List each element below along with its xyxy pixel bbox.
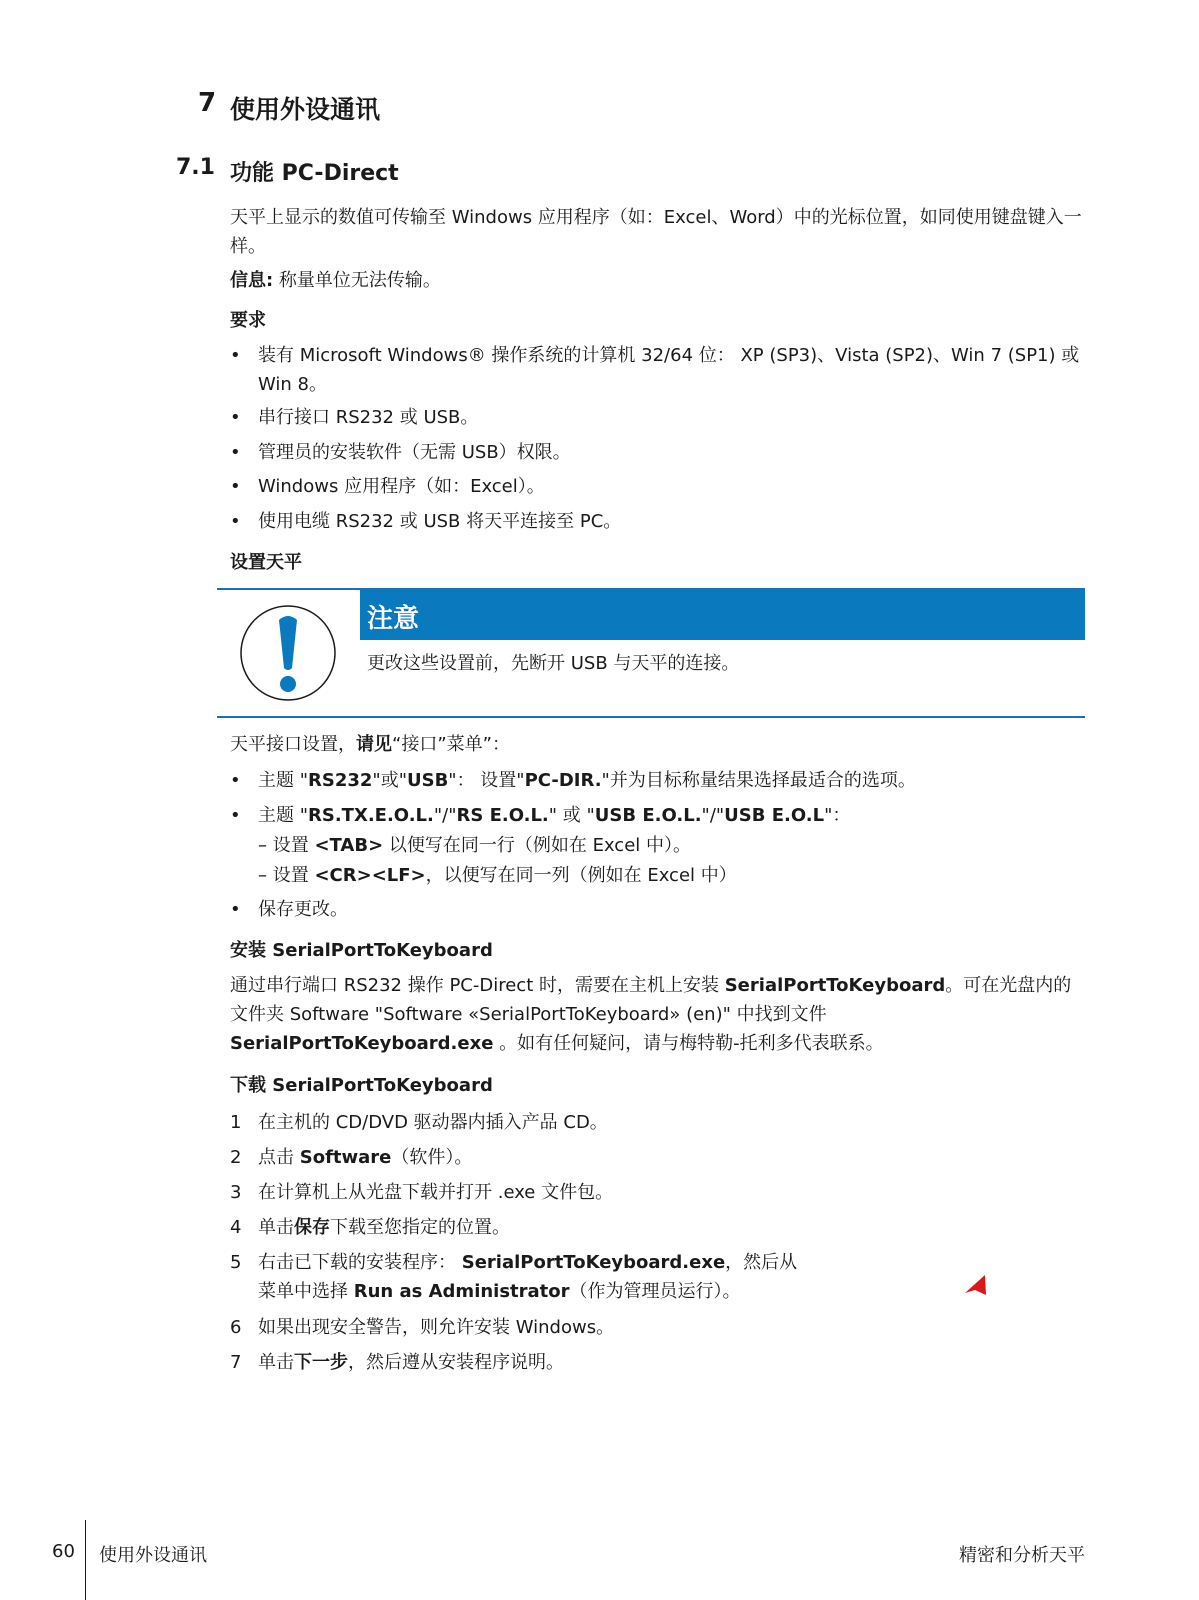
step-text: 在计算机上从光盘下载并打开 .exe 文件包。: [258, 1182, 614, 1203]
chapter-number: 7: [198, 88, 217, 118]
section-title: 功能 PC-Direct: [230, 161, 399, 186]
footer-product: 精密和分析天平: [959, 1545, 1085, 1566]
step-text: 如果出现安全警告，则允许安装 Windows。: [258, 1317, 615, 1338]
info-text: 称量单位无法传输。: [273, 270, 441, 291]
notice-title-bar: [360, 590, 1085, 640]
sub-item-text: – 设置 <TAB> 以便写在同一行（例如在 Excel 中）。: [258, 835, 692, 856]
list-item-text: 使用电缆 RS232 或 USB 将天平连接至 PC。: [258, 511, 622, 532]
requirements-heading: 要求: [230, 310, 266, 331]
notice-text: 更改这些设置前，先断开 USB 与天平的连接。: [367, 653, 740, 674]
list-item-text: 串行接口 RS232 或 USB。: [258, 407, 479, 428]
section-number: 7.1: [176, 155, 215, 180]
sub-item-text: – 设置 <CR><LF>，以便写在同一列（例如在 Excel 中）: [258, 865, 737, 886]
arrow-cursor-icon: [962, 1272, 992, 1304]
setup-intro: 天平接口设置，请见“接口”菜单”：: [230, 734, 510, 755]
info-line: [230, 266, 1086, 295]
notice-bottom-rule: [217, 716, 1085, 718]
step-text: 右击已下载的安装程序： SerialPortToKeyboard.exe，然后从 菜单中选择 Run as Administrator（作为管理员运行）。: [258, 1252, 798, 1302]
exclamation-icon: [239, 604, 337, 706]
list-item-text: 装有 Microsoft Windows® 操作系统的计算机 32/64 位： XP (SP3)、Vista (SP2)、Win 7 (SP1) 或 Win 8。: [258, 345, 1080, 395]
list-item-text: 主题 "RS232"或"USB"： 设置"PC-DIR."并为目标称量结果选择最适合的选项。: [258, 770, 916, 791]
list-item-text: Windows 应用程序（如：Excel）。: [258, 476, 545, 497]
step-text: 单击下一步，然后遵从安装程序说明。: [258, 1352, 564, 1373]
list-item-text: 保存更改。: [258, 899, 348, 920]
intro-paragraph: 天平上显示的数值可传输至 Windows 应用程序（如：Excel、Word）中的光标位置，如同使用键盘键入一样。: [230, 207, 1082, 257]
list-item-text: 管理员的安装软件（无需 USB）权限。: [258, 442, 571, 463]
install-heading: 安装 SerialPortToKeyboard: [230, 940, 493, 961]
page-number: 60: [52, 1541, 75, 1562]
footer-section: 使用外设通讯: [99, 1545, 207, 1566]
info-label: 信息:: [230, 270, 274, 291]
step-text: 单击保存下载至您指定的位置。: [258, 1217, 510, 1238]
setup-heading: 设置天平: [230, 552, 302, 573]
step-text: 点击 Software（软件）。: [258, 1147, 473, 1168]
install-paragraph: 通过串行端口 RS232 操作 PC-Direct 时，需要在主机上安装 SerialPortToKeyboard。可在光盘内的文件夹 Software "Software «SerialPortToKeyboard» (en)" 中找到文件 SerialPortToKeyboard.exe 。如有任何疑问，请与梅特勒-托利多代表联系。: [230, 975, 1072, 1054]
notice-title: 注意: [367, 604, 420, 634]
chapter-title: 使用外设通讯: [230, 95, 381, 124]
download-heading: 下载 SerialPortToKeyboard: [230, 1075, 493, 1096]
step-text: 在主机的 CD/DVD 驱动器内插入产品 CD。: [258, 1112, 608, 1133]
footer-divider: [85, 1520, 86, 1600]
list-item-text: 主题 "RS.TX.E.O.L."/"RS E.O.L." 或 "USB E.O.L."/"USB E.O.L"：: [258, 805, 851, 826]
